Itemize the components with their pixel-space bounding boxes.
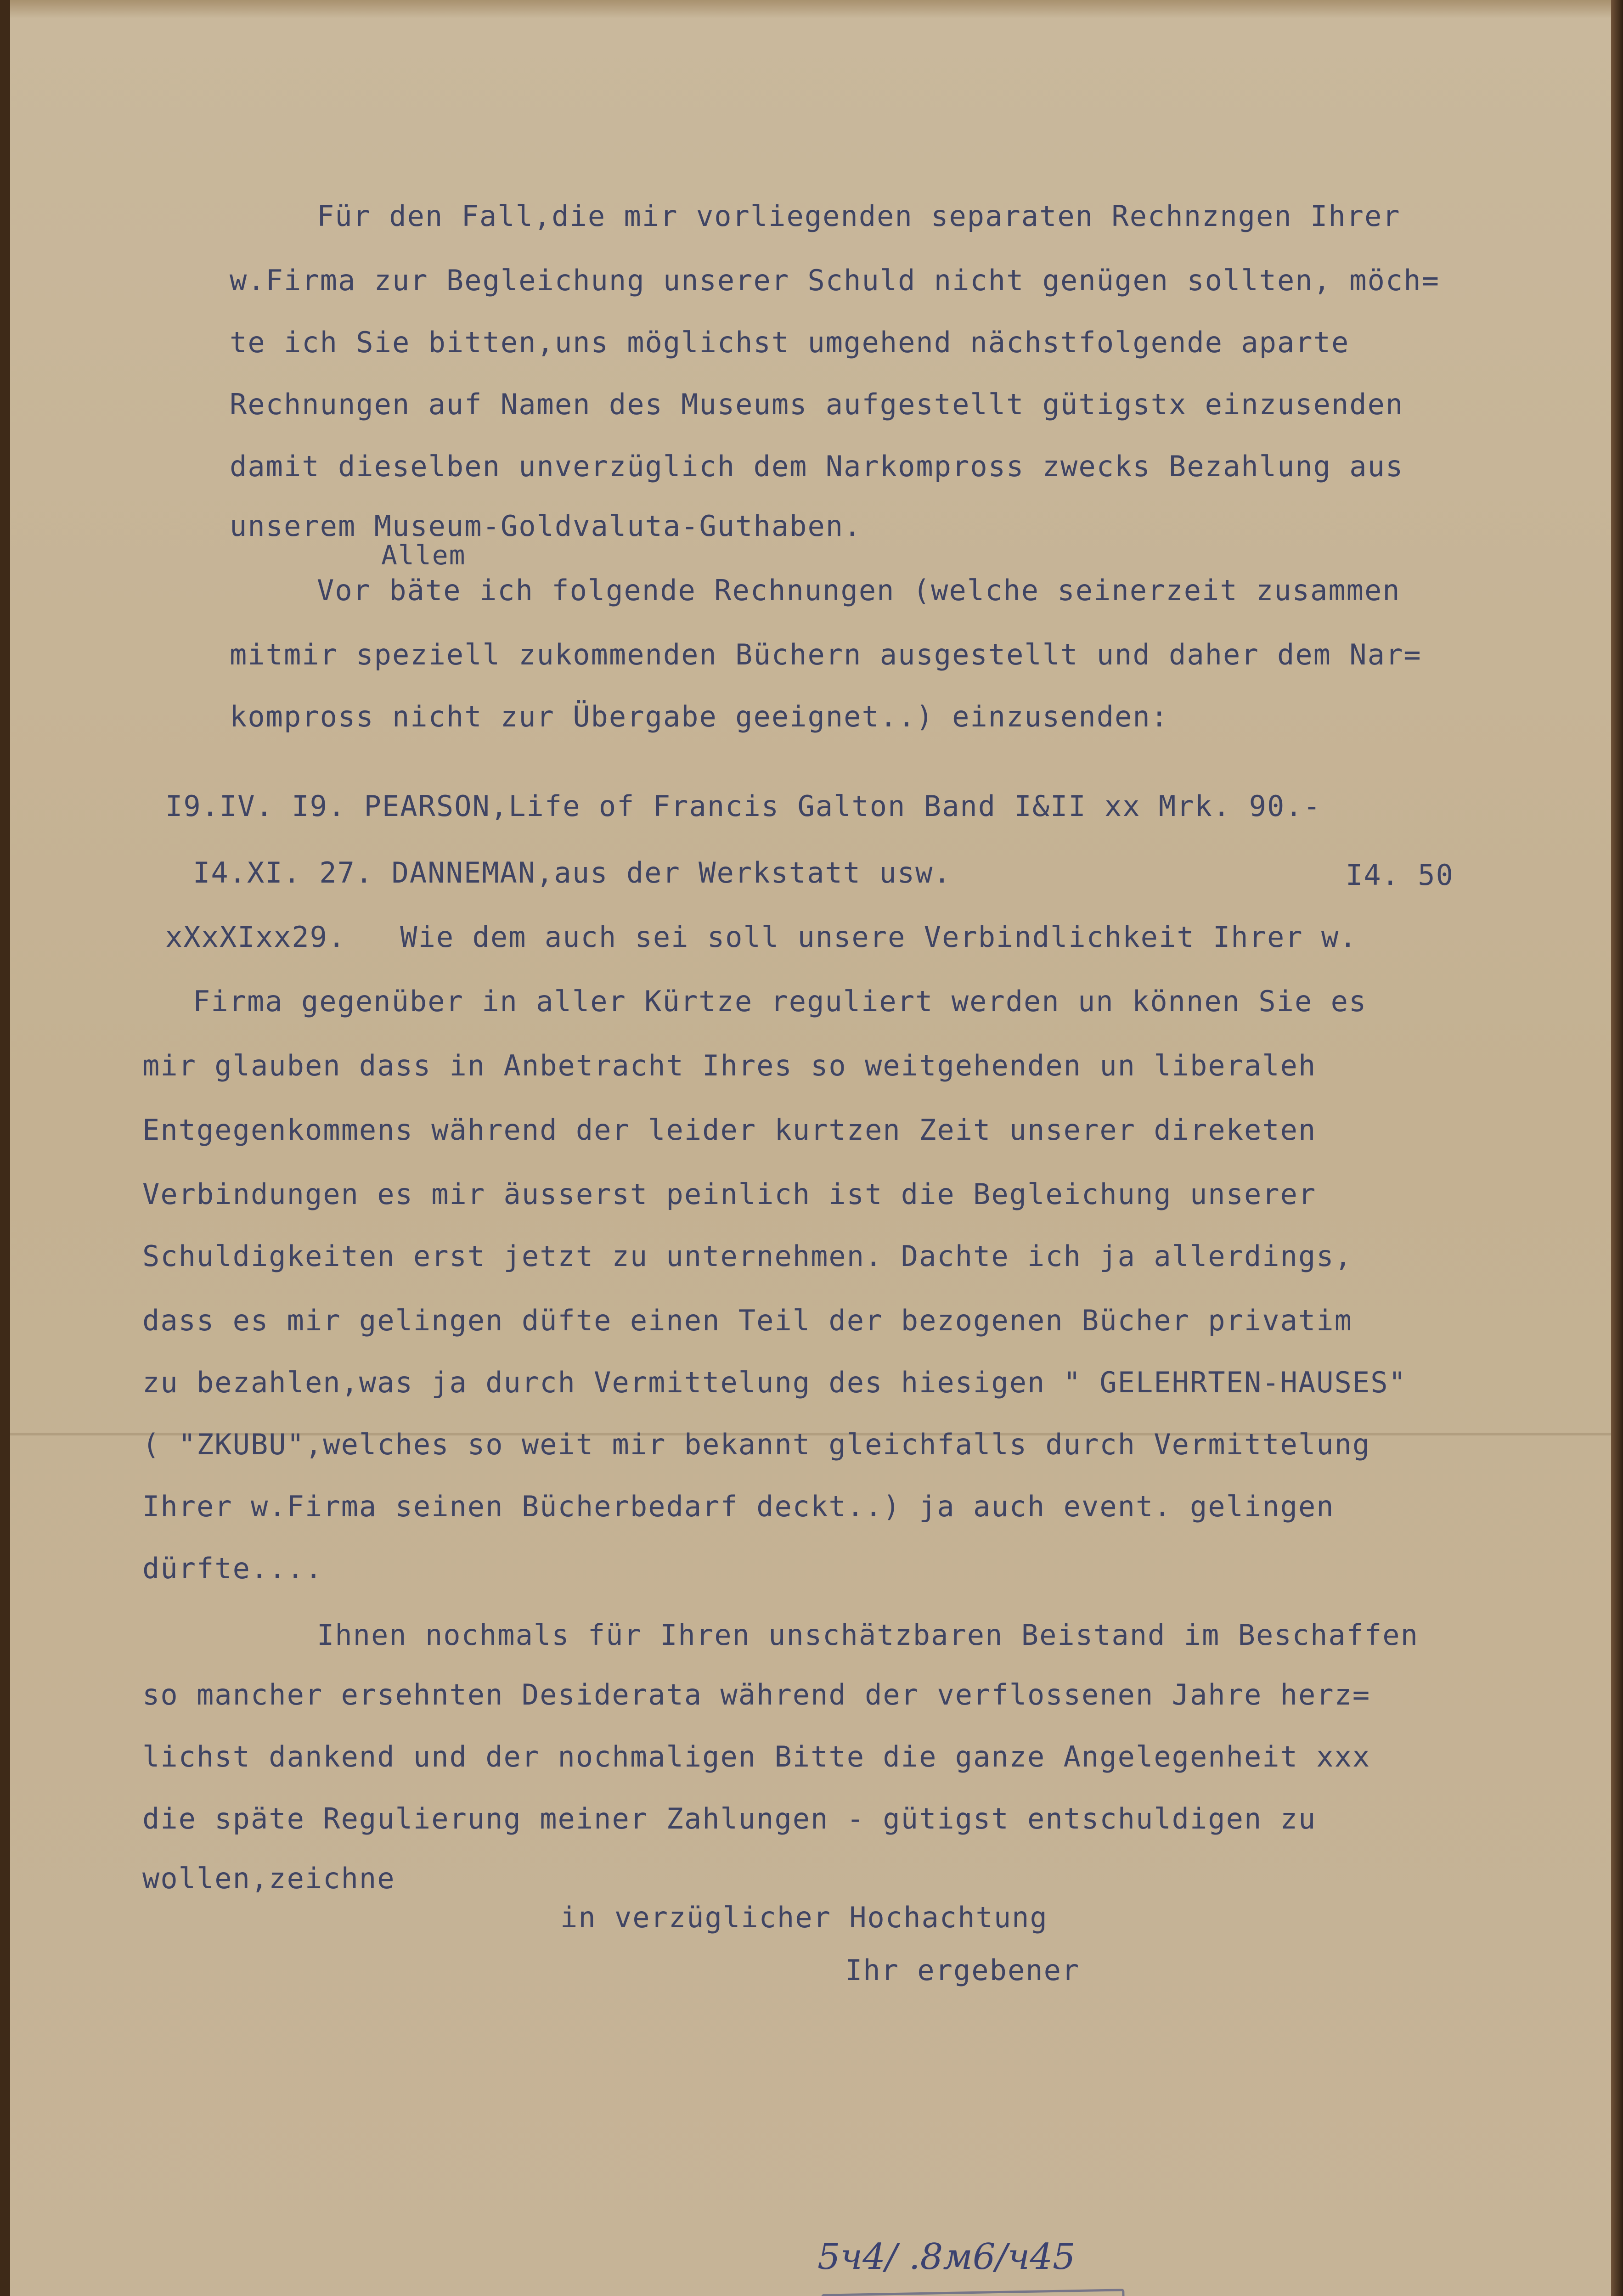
letter-line: wollen,zeichne xyxy=(142,1862,395,1895)
letter-line: w.Firma zur Begleichung unserer Schuld nicht genügen sollten, möch= xyxy=(230,264,1440,297)
page-edge-left xyxy=(0,0,10,2296)
letter-line: Firma gegenüber in aller Kürtze reguliert werden un können Sie es xyxy=(193,985,1367,1018)
archive-stamp xyxy=(821,2289,1126,2296)
closing-signature-line: Ihr ergebener xyxy=(845,1953,1080,1987)
letter-line: damit dieselben unverzüglich dem Narkompross zwecks Bezahlung aus xyxy=(230,450,1404,483)
letter-line: Schuldigkeiten erst jetzt zu unternehmen. Dachte ich ja allerdings, xyxy=(142,1239,1352,1273)
letter-line: dürfte.... xyxy=(142,1552,323,1585)
letter-line: Für den Fall,die mir vorliegenden separaten Rechnzngen Ihrer xyxy=(317,199,1401,233)
letter-line: te ich Sie bitten,uns möglichst umgehend nächstfolgende aparte xyxy=(230,326,1350,359)
letter-line: Ihnen nochmals für Ihren unschätzbaren Beistand im Beschaffen xyxy=(317,1618,1419,1652)
letter-line: mitmir speziell zukommenden Büchern ausgestellt und daher dem Nar= xyxy=(230,638,1422,671)
letter-line: Vor bäte ich folgende Rechnungen (welche seinerzeit zusammen xyxy=(317,574,1401,607)
letter-line: Entgegenkommens während der leider kurtzen Zeit unserer direketen xyxy=(142,1113,1317,1147)
letter-line: xXxXIxx29. Wie dem auch sei soll unsere Verbindlichkeit Ihrer w. xyxy=(165,920,1358,954)
archive-number: 5ч4/ .8м6/ч45 xyxy=(817,2236,1076,2278)
letter-line: Verbindungen es mir äusserst peinlich ist die Begleichung unserer xyxy=(142,1177,1317,1211)
invoice-line: I9.IV. I9. PEARSON,Life of Francis Galton Band I&II xx Mrk. 90.- xyxy=(165,789,1321,823)
letter-insertion: Allem xyxy=(381,540,466,571)
letter-line: Ihrer w.Firma seinen Bücherbedarf deckt..) ja auch event. gelingen xyxy=(142,1490,1335,1523)
letter-line: zu bezahlen,was ja durch Vermittelung des hiesigen " GELEHRTEN-HAUSES" xyxy=(142,1366,1407,1399)
letter-line: kompross nicht zur Übergabe geeignet..) einzusenden: xyxy=(230,700,1169,733)
page-fold-shadow xyxy=(10,0,1611,18)
page-edge-right xyxy=(1611,0,1623,2296)
letter-line: Rechnungen auf Namen des Museums aufgestellt gütigstx einzusenden xyxy=(230,388,1404,421)
letter-line: so mancher ersehnten Desiderata während der verflossenen Jahre herz= xyxy=(142,1678,1371,1711)
stamp-mark-icon xyxy=(823,2291,1119,2296)
letter-line: mir glauben dass in Anbetracht Ihres so weitgehenden un liberaleh xyxy=(142,1049,1317,1082)
letter-line: lichst dankend und der nochmaligen Bitte die ganze Angelegenheit xxx xyxy=(142,1740,1371,1773)
invoice-amount: I4. 50 xyxy=(1346,858,1454,892)
letter-line: ( "ZKUBU",welches so weit mir bekannt gleichfalls durch Vermittelung xyxy=(142,1428,1371,1461)
letter-line: dass es mir gelingen düfte einen Teil der bezogenen Bücher privatim xyxy=(142,1304,1352,1337)
letter-line: die späte Regulierung meiner Zahlungen - gütigst entschuldigen zu xyxy=(142,1802,1317,1835)
closing-salutation: in verzüglicher Hochachtung xyxy=(560,1901,1048,1934)
invoice-line: I4.XI. 27. DANNEMAN,aus der Werkstatt usw. xyxy=(193,856,952,889)
letter-line: unserem Museum-Goldvaluta-Guthaben. xyxy=(230,509,862,543)
